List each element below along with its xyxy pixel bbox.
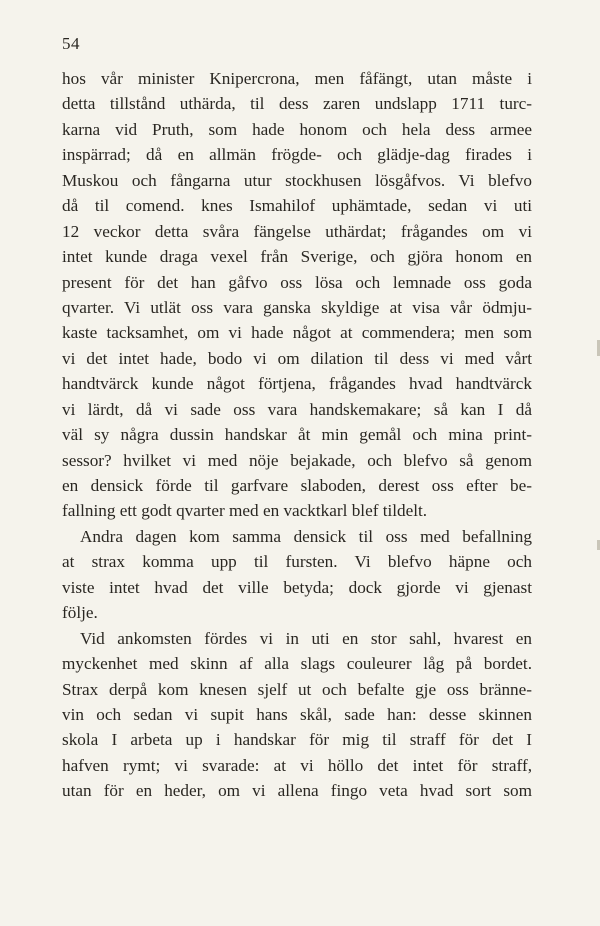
text-line: hos vår minister Knipercrona, men fåfängt, utan måste i (62, 69, 532, 88)
text-line: Strax derpå kom knesen sjelf ut och befalte gje oss bränne- (62, 679, 532, 699)
text-line: då til comend. knes Ismahilof uphämtade, sedan vi uti (62, 196, 532, 216)
text-line: sessor? hvilket vi med nöje bejakade, och blefvo så genom (62, 450, 532, 470)
text-line: Muskou och fångarna utur stockhusen lösgåfvos. Vi blefvo (62, 170, 532, 190)
text-line: qvarter. Vi utlät oss vara ganska skyldige at visa vår ödmju- (62, 297, 532, 317)
paragraph-end-line: följe. (62, 603, 98, 623)
text-line: kaste tacksamhet, om vi hade något at commendera; men som (62, 323, 532, 343)
page-number: 54 (62, 34, 80, 53)
text-line: intet kunde draga vexel från Sverige, och gjöra honom en (62, 247, 532, 267)
text-line: at strax komma upp til fursten. Vi blefvo häpne och (62, 552, 532, 572)
text-line: detta tillstånd uthärda, til dess zaren undslapp 1711 turc- (62, 94, 532, 114)
text-line: väl sy några dussin handskar åt min gemål och mina print- (62, 425, 532, 445)
text-line: handtvärck kunde något förtjena, frågandes hvad handtvärck (62, 374, 532, 394)
text-line: skola I arbeta up i handskar för mig til straff för det I (62, 730, 532, 750)
text-line: en densick förde til garfvare slaboden, derest oss efter be- (62, 476, 532, 495)
text-line: vi lärdt, då vi sade oss vara handskemakare; så kan I då (62, 399, 532, 419)
text-line: viste intet hvad det ville betyda; dock gjorde vi gjenast (62, 577, 532, 597)
text-line: vin och sedan vi supit hans skål, sade han: desse skinnen (62, 704, 532, 724)
text-line: myckenhet med skinn af alla slags couleurer låg på bordet. (62, 654, 532, 674)
text-line: vi det intet hade, bodo vi om dilation til dess vi med vårt (62, 348, 532, 368)
body-text (62, 66, 532, 804)
paragraph-start-line: Vid ankomsten fördes vi in uti en stor sahl, hvarest en (80, 628, 532, 648)
text-line: karna vid Pruth, som hade honom och hela dess armee (62, 119, 532, 139)
text-line: inspärrad; då en allmän frögde- och glädje-dag firades i (62, 145, 532, 165)
text-line: 12 veckor detta svåra fängelse uthärdat; frågandes om vi (62, 221, 532, 241)
paragraph-start-line: Andra dagen kom samma densick til oss med befallning (80, 526, 532, 546)
paragraph-end-line: fallning ett godt qvarter med en vacktkarl blef tildelt. (62, 501, 428, 521)
text-line: utan för en heder, om vi allena fingo veta hvad sort som (62, 781, 532, 801)
text-line: present för det han gåfvo oss lösa och lemnade oss goda (62, 272, 532, 292)
text-line: hafven rymt; vi svarade: at vi höllo det intet för straff, (62, 755, 532, 775)
